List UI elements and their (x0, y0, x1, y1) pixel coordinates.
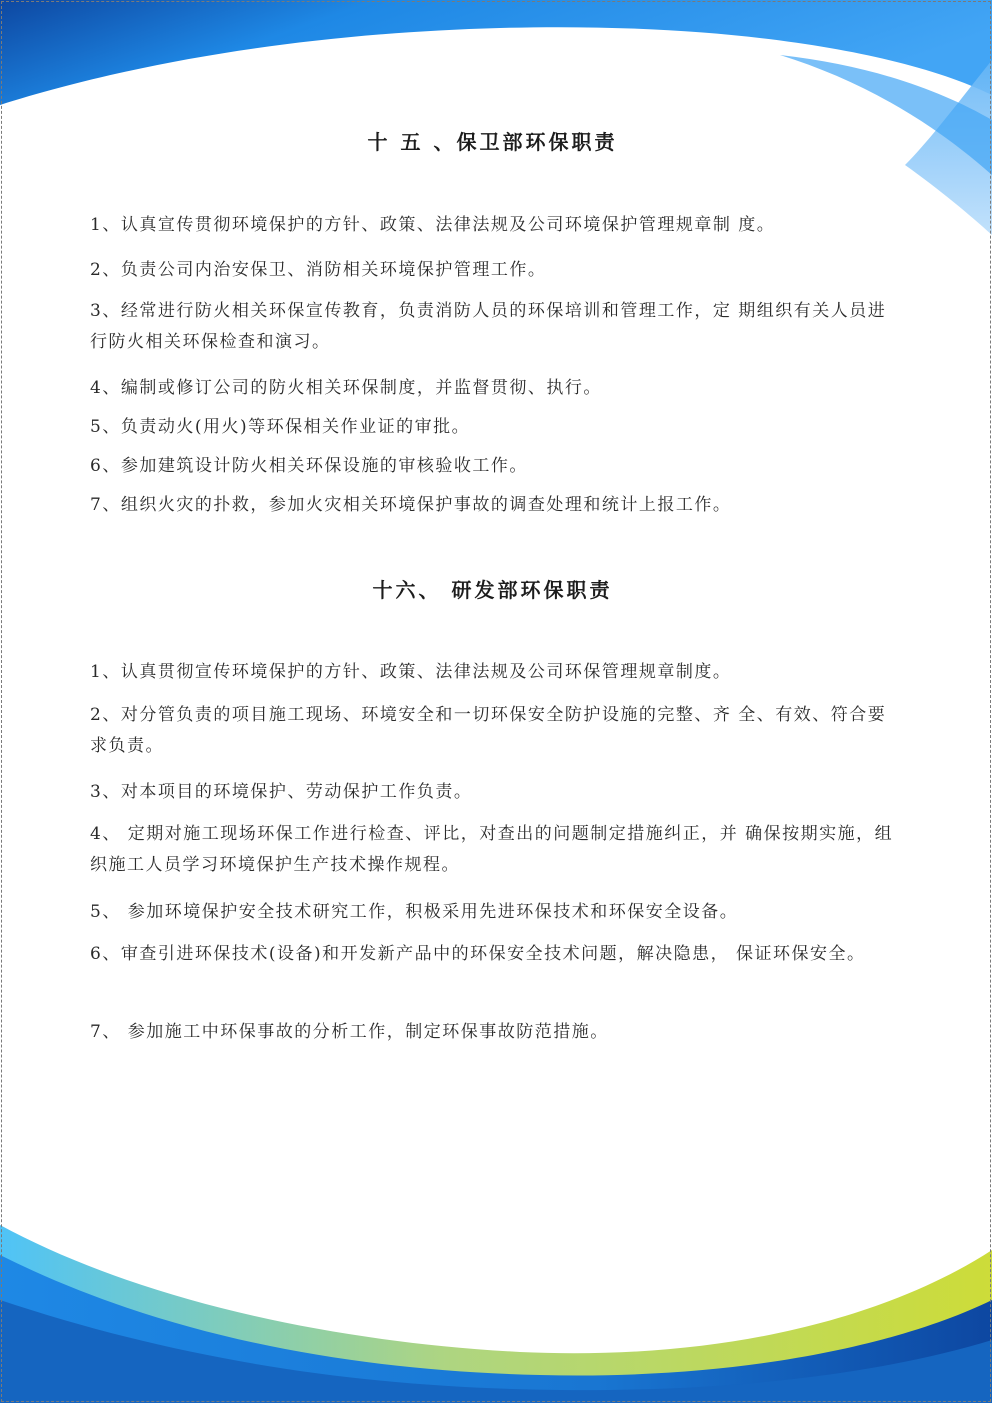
section-heading: 十 五 、保卫部环保职责 (367, 130, 618, 154)
list-item: 4、编制或修订公司的防火相关环保制度，并监督贯彻、执行。 (90, 378, 602, 398)
section-heading: 十六、 研发部环保职责 (372, 578, 613, 602)
list-item: 6、审查引进环保技术(设备)和开发新产品中的环保安全技术问题，解决隐患， 保证环保安全。 (90, 944, 866, 964)
list-item: 4、 定期对施工现场环保工作进行检查、评比，对查出的问题制定措施纠正，并 确保按期实施，组织施工人员学习环境保护生产技术操作规程。 (90, 824, 894, 875)
list-item: 5、 参加环境保护安全技术研究工作，积极采用先进环保技术和环保安全设备。 (90, 902, 739, 922)
list-item: 3、对本项目的环境保护、劳动保护工作负责。 (90, 782, 473, 802)
list-item: 6、参加建筑设计防火相关环保设施的审核验收工作。 (90, 456, 528, 476)
bottom-wave (0, 1225, 992, 1403)
list-item: 1、认真贯彻宣传环境保护的方针、政策、法律法规及公司环保管理规章制度。 (90, 662, 732, 682)
list-item: 2、对分管负责的项目施工现场、环境安全和一切环保安全防护设施的完整、齐 全、有效、符合要求负责。 (90, 705, 887, 756)
list-item: 7、 参加施工中环保事故的分析工作，制定环保事故防范措施。 (90, 1022, 609, 1042)
list-item: 3、经常进行防火相关环保宣传教育，负责消防人员的环保培训和管理工作，定 期组织有关人员进行防火相关环保检查和演习。 (90, 301, 887, 352)
list-item: 7、组织火灾的扑救，参加火灾相关环境保护事故的调查处理和统计上报工作。 (90, 495, 732, 515)
list-item: 2、负责公司内治安保卫、消防相关环境保护管理工作。 (90, 260, 547, 280)
list-item: 5、负责动火(用火)等环保相关作业证的审批。 (90, 417, 471, 437)
list-item: 1、认真宣传贯彻环境保护的方针、政策、法律法规及公司环境保护管理规章制 度。 (90, 215, 776, 235)
top-wave (0, 0, 992, 235)
